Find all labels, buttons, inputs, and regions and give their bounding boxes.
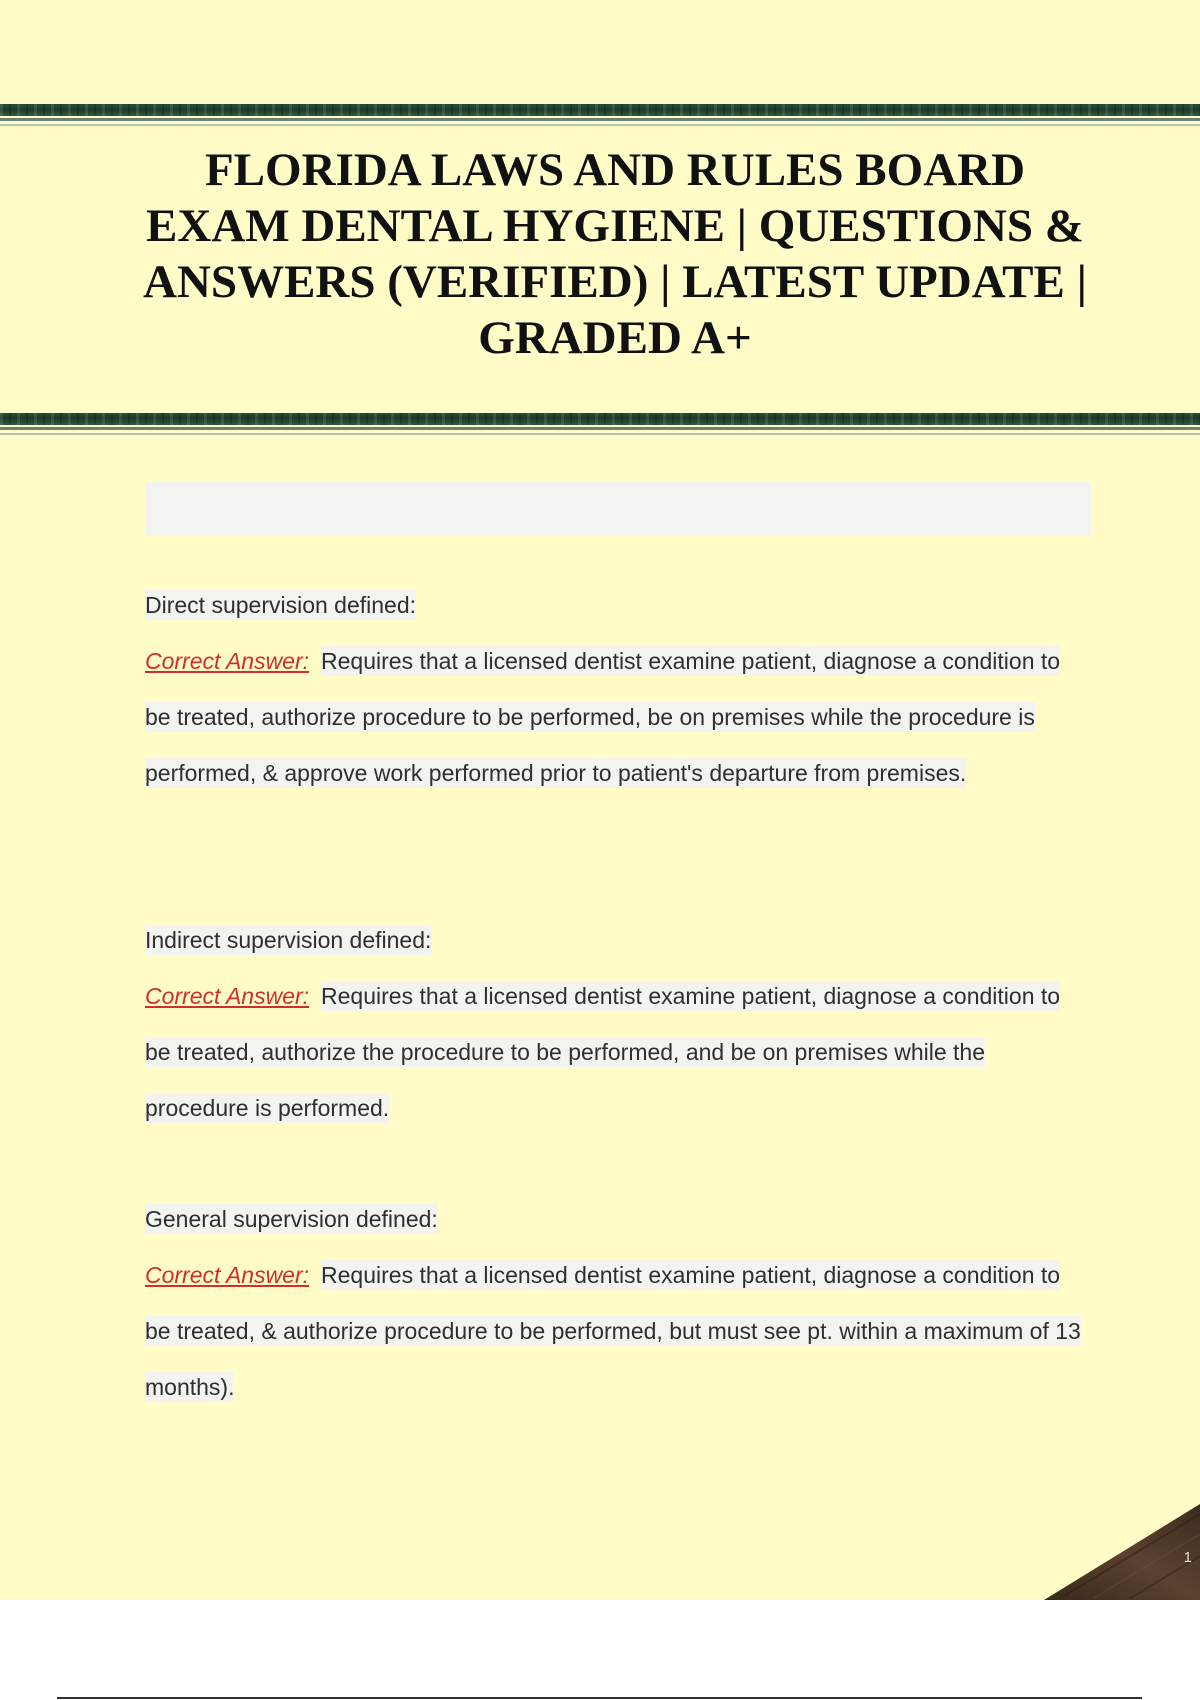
correct-answer-label: Correct Answer: — [145, 1262, 310, 1288]
answer-body: Requires that a licensed dentist examine patient, diagnose a condition to be treated, & authorize procedure to be performed, but must see pt. within a maximum of 13 months). — [145, 1262, 1081, 1400]
question-text — [145, 912, 1085, 968]
question-label: Direct supervision defined: — [145, 592, 417, 618]
answer-body: Requires that a licensed dentist examine patient, diagnose a condition to be treated, authorize procedure to be performed, be on premises while the procedure is performed, & approve work performed prior to patient's departure from premises. — [145, 648, 1061, 786]
answer-text — [145, 968, 1085, 1136]
answer-body: Requires that a licensed dentist examine patient, diagnose a condition to be treated, authorize the procedure to be performed, and be on premises while the procedure is performed. — [145, 983, 1061, 1121]
bottom-band-rule-light — [0, 433, 1200, 435]
footer-rule — [57, 1697, 1142, 1699]
answer-text — [145, 1247, 1085, 1415]
shaded-blank-box — [145, 482, 1091, 536]
page-number: 1 — [1183, 1549, 1192, 1566]
page-corner-decoration — [1044, 1504, 1200, 1600]
document-title: FLORIDA LAWS AND RULES BOARD EXAM DENTAL HYGIENE | QUESTIONS & ANSWERS (VERIFIED) | LATEST UPDATE | GRADED A+ — [143, 144, 1087, 364]
correct-answer-label: Correct Answer: — [145, 983, 310, 1009]
qa-item-indirect-supervision — [145, 912, 1085, 1136]
top-band-rule-light — [0, 124, 1200, 126]
bottom-decorative-band — [0, 413, 1200, 425]
question-label: General supervision defined: — [145, 1206, 438, 1232]
qa-item-general-supervision — [145, 1191, 1085, 1415]
question-text — [145, 1191, 1085, 1247]
qa-item-direct-supervision — [145, 577, 1085, 801]
question-text — [145, 577, 1085, 633]
bottom-band-rule — [0, 427, 1200, 430]
correct-answer-label: Correct Answer: — [145, 648, 310, 674]
answer-text — [145, 633, 1085, 801]
top-decorative-band — [0, 104, 1200, 116]
top-band-rule — [0, 118, 1200, 121]
question-label: Indirect supervision defined: — [145, 927, 432, 953]
